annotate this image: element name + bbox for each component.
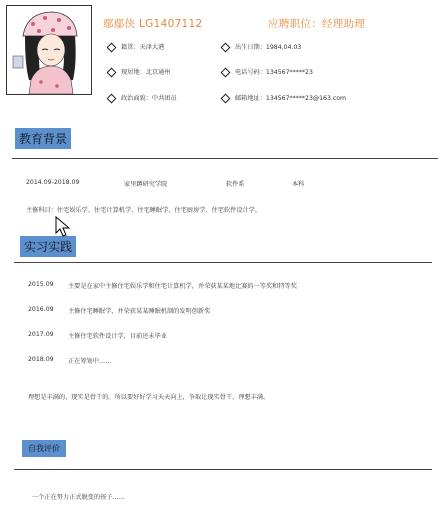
practice-item-year: 2016.09 (28, 306, 54, 313)
info-email (222, 93, 346, 102)
bullet-icon (221, 93, 231, 103)
education-school: 家里蹲研究学院 (124, 181, 168, 188)
bullet-icon (107, 93, 117, 103)
self-eval-text: 一个正在努力正式脱变的孩子…… (32, 494, 125, 501)
bullet-icon (107, 67, 117, 77)
practice-item-year: 2017.09 (28, 331, 54, 338)
bullet-icon (221, 42, 231, 52)
education-degree: 本科 (292, 181, 305, 188)
education-period: 2014.09-2018.09 (26, 179, 80, 186)
section-divider (14, 469, 432, 470)
bullet-icon (221, 67, 231, 77)
practice-item-text: 主要是在家中主修住宅娱乐学和住宅计算机学，并荣获某某地比赛的一等奖和特等奖 (68, 283, 297, 290)
candidate-name: 鄢鄢侠 LG1407112 (103, 18, 203, 30)
info-political (108, 93, 177, 102)
section-practice-title: 实习实践 (20, 236, 76, 257)
info-residence-text: 现居地：北京通州 (121, 69, 171, 76)
info-email-text: 邮箱地址：134567*****23@163.com (235, 95, 347, 102)
info-phone-text: 电话号码：134567*****23 (235, 69, 313, 76)
education-major: 软件系 (226, 181, 245, 188)
info-birthdate (222, 42, 301, 51)
info-hometown (108, 42, 164, 51)
section-education-title: 教育背景 (15, 128, 71, 149)
info-birthdate-text: 出生日期：1984.04.03 (235, 44, 302, 51)
info-residence (108, 67, 171, 76)
section-divider (14, 262, 432, 263)
section-divider (12, 158, 438, 159)
job-position: 应聘职位：经理助理 (268, 18, 366, 30)
practice-item-year: 2018.09 (28, 356, 54, 363)
bullet-icon (107, 42, 117, 52)
mouse-cursor-icon (55, 216, 73, 238)
practice-item-text: 主修住宅睡眠学，并荣获某某睡眠机制的发明创新奖 (68, 308, 211, 315)
info-political-text: 政治面貌：中共团员 (121, 95, 177, 102)
practice-summary: 理想是丰满的，现实是骨干的。所以要好好学习天天向上，争取让现实骨干，理想丰满。 (28, 394, 270, 401)
info-phone (222, 67, 313, 76)
avatar-illustration (7, 6, 91, 94)
practice-item-text: 正在筹划中…… (68, 358, 112, 365)
profile-photo (6, 5, 92, 95)
info-hometown-text: 籍贯：天津大港 (121, 44, 165, 51)
education-courses: 主修科目：住宅娱乐学、住宅计算机学、住宅睡眠学、住宅厨房学、住宅软件设计学。 (26, 207, 262, 214)
practice-item-text: 主修住宅软件设计学，目前还未毕业 (68, 333, 167, 340)
section-self-eval-title: 自我评价 (22, 440, 66, 457)
practice-item-year: 2015.09 (28, 281, 54, 288)
